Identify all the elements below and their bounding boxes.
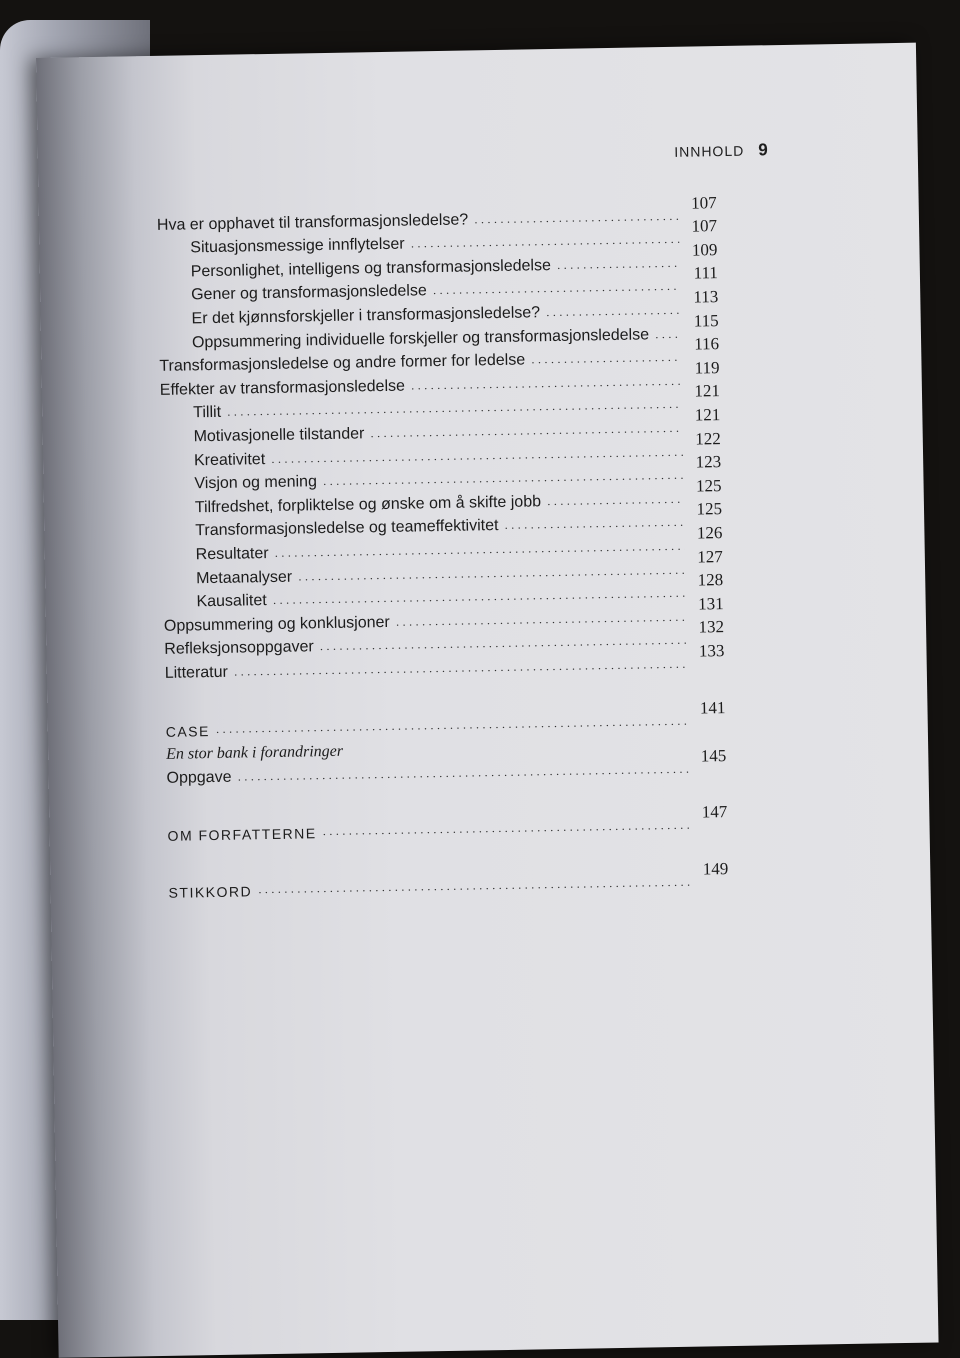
toc-entry-label: Transformasjonsledelse og teameffektivitet — [195, 517, 499, 540]
toc-entry-page: 147 — [701, 802, 728, 822]
toc-entry-label: Kreativitet — [193, 450, 266, 469]
toc-entry-page: 111 — [693, 263, 719, 283]
toc-entry-page: 141 — [699, 698, 726, 718]
toc-entry-label: Visjon og mening — [194, 473, 318, 493]
toc-entry-label: Resultater — [195, 544, 269, 564]
toc-entry-page: 121 — [694, 381, 721, 401]
toc-entry-page: 125 — [695, 475, 722, 496]
toc-entry-label: OM FORFATTERNE — [167, 825, 317, 845]
toc-entry-page: 109 — [691, 239, 718, 260]
toc-entry-label: En stor bank i forandringer — [166, 742, 344, 763]
toc-entry-page: 113 — [693, 287, 719, 307]
toc-entry-page: 149 — [702, 858, 729, 879]
toc-main-list — [156, 192, 725, 683]
toc-entry-page: 107 — [690, 192, 717, 213]
toc-entry-label: STIKKORD — [168, 883, 253, 901]
header-page-number: 9 — [758, 140, 768, 160]
toc-entry-label: Transformasjonsledelse og andre former for ledelse — [159, 351, 526, 376]
toc-entry-label: Effekter av transformasjonsledelse — [159, 377, 406, 399]
toc-entry-page: 126 — [696, 523, 723, 543]
toc-entry-label: Hva er opphavet til transformasjonsledelse? — [156, 211, 469, 234]
toc-entry-page: 127 — [697, 546, 723, 567]
toc-entry-label: Oppsummering individuelle forskjeller og transformasjonsledelse — [191, 325, 650, 351]
header-section: INNHOLD — [674, 142, 745, 160]
toc-entry-label: Tilfredshet, forpliktelse og ønske om å skifte jobb — [194, 492, 542, 517]
toc-entry-label: Situasjonsmessige innflytelser — [190, 235, 405, 257]
toc-entry-page: 122 — [695, 428, 721, 449]
toc-entry-page: 133 — [698, 640, 725, 661]
toc-entry-label: Er det kjønnsforskjeller i transformasjonsledelse? — [191, 304, 541, 328]
toc-entry-label: Tillit — [193, 404, 222, 422]
toc-entry-page: 145 — [700, 745, 727, 766]
toc-entry-page: 119 — [694, 357, 720, 378]
book-page — [36, 43, 939, 1358]
toc-entry-page: 131 — [697, 593, 724, 614]
toc-entry-page: 128 — [697, 570, 724, 590]
toc-entry-label: CASE — [165, 723, 211, 741]
toc-entry-label: Motivasjonelle tilstander — [193, 425, 365, 446]
toc-entry-page: 132 — [698, 617, 725, 637]
toc-entry-page: 107 — [691, 216, 718, 236]
toc-entry-label: Personlighet, intelligens og transformasjonsledelse — [190, 256, 552, 281]
toc-entry-page: 121 — [694, 405, 721, 425]
running-header — [674, 140, 768, 162]
toc-entry-page: 123 — [695, 452, 722, 472]
table-of-contents — [156, 192, 729, 901]
toc-entry-label: Kausalitet — [196, 592, 267, 611]
toc-entry-page: 115 — [693, 310, 719, 331]
toc-entry-page: 116 — [694, 334, 720, 354]
toc-entry-label: Oppsummering og konklusjoner — [163, 613, 390, 635]
toc-entry-label: Oppgave — [166, 768, 232, 787]
toc-entry-label: Metaanalyser — [195, 568, 293, 587]
toc-entry-label: Gener og transformasjonsledelse — [191, 282, 427, 304]
toc-entry-page: 125 — [696, 499, 723, 519]
toc-entry-label: Litteratur — [164, 663, 229, 682]
toc-entry-label: Refleksjonsoppgaver — [164, 638, 314, 659]
